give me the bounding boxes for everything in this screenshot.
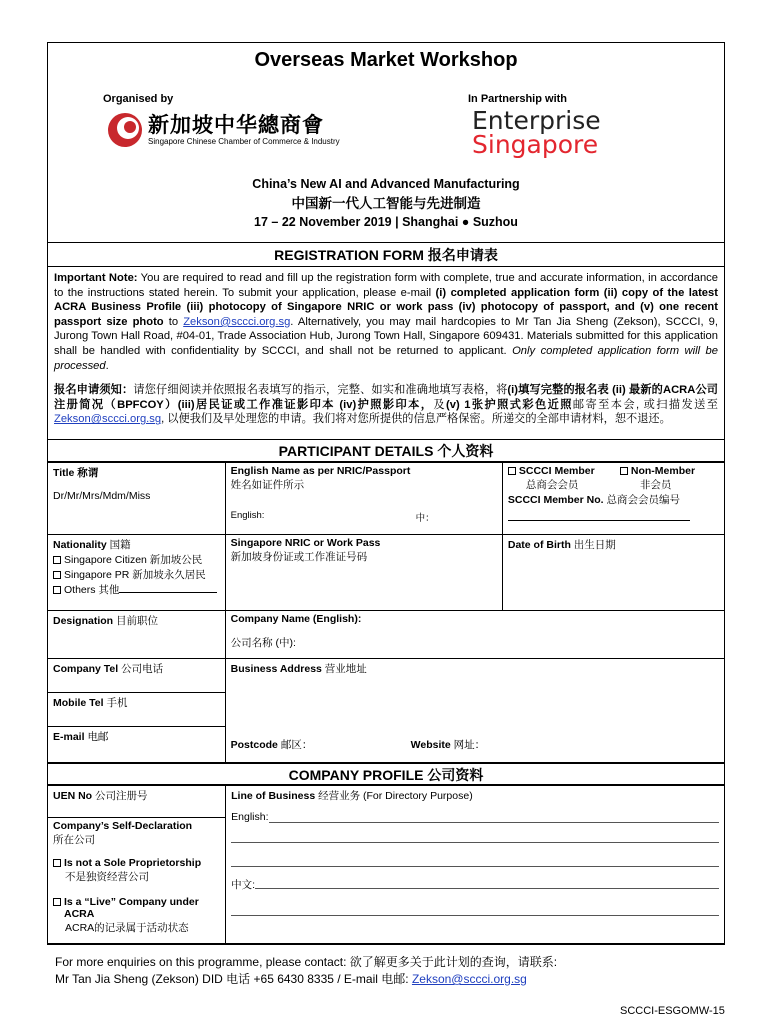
dob-cell[interactable] <box>502 534 724 610</box>
partnership-label: In Partnership with <box>468 93 568 105</box>
website-label: Website <box>410 738 451 751</box>
company-tel-cell[interactable] <box>48 658 225 692</box>
business-address-cn: 营业地址 <box>324 662 367 675</box>
nric-label: Singapore NRIC or Work Pass <box>230 536 381 549</box>
citizen-label: Singapore Citizen 新加坡公民 <box>64 553 203 566</box>
designation-label: Designation <box>53 614 114 627</box>
note-chinese <box>54 383 718 427</box>
footer-line-2: Mr Tan Jia Sheng (Zekson) DID 电话 +65 6430 8335 / E-mail 电邮: <box>55 972 412 986</box>
designation-cn: 目前职位 <box>116 614 159 627</box>
company-name-label: Company Name (English): <box>230 612 362 625</box>
company-tel-label: Company Tel <box>53 662 119 675</box>
note-cn-text-4: , 以便我们及早处理您的申请。我们将对您所提供的信息严格保密。所递交的全部申请材料，恕不退还。 <box>161 413 671 426</box>
dob-cn: 出生日期 <box>573 538 616 551</box>
postcode-cn: 邮区： <box>280 738 313 751</box>
company-table <box>48 785 724 944</box>
form-header <box>48 43 724 243</box>
lob-line-5[interactable] <box>231 900 719 916</box>
sccci-chinese-name: 新加坡中华總商會 <box>148 112 324 137</box>
mobile-label: Mobile Tel <box>53 696 104 709</box>
website-cn: 网址： <box>453 738 486 751</box>
important-note <box>48 267 724 440</box>
participant-table <box>48 462 724 763</box>
pr-label: Singapore PR 新加坡永久居民 <box>64 568 206 581</box>
nationality-label: Nationality <box>53 538 107 551</box>
note-text-3: . Alternatively, you may mail hardcopies to Mr Tan Jia Sheng (Zekson), SCCCI, 9, Jurong Town Hall Road, #04-01, Trade Association Hub, Jurong Town Hall, Singapore 609431. Materials submitted for this application shall be handled with confidentiality by SCCCI, and shall not be returned to applicant. <box>54 315 719 357</box>
lob-chinese-label: 中文: <box>231 878 256 891</box>
sccci-logo <box>106 111 340 149</box>
event-title-english: China’s New AI and Advanced Manufacturing <box>252 177 520 191</box>
dob-label: Date of Birth <box>507 538 571 551</box>
note-end: . <box>105 359 109 372</box>
designation-cell[interactable] <box>48 610 225 658</box>
company-tel-cn: 公司电话 <box>121 662 164 675</box>
page-title: Overseas Market Workshop <box>254 49 518 71</box>
note-english <box>54 271 718 373</box>
note-label: Important Note: <box>54 272 138 284</box>
name-english-label: English: <box>230 509 265 521</box>
note-cn-email-link[interactable]: Zekson@sccci.org.sg <box>54 413 162 426</box>
line-of-business-cell[interactable] <box>226 785 724 943</box>
live-company-cn: ACRA的记录属于活动状态 <box>65 921 189 934</box>
name-cn-label: 姓名如证件所示 <box>230 478 305 491</box>
nric-cell[interactable] <box>225 534 502 610</box>
member-label: SCCCI Member <box>518 464 595 477</box>
member-no-field[interactable] <box>508 507 690 521</box>
mobile-cn: 手机 <box>106 696 128 709</box>
note-cn-text-2: 及 <box>433 398 447 411</box>
note-email-link[interactable]: Zekson@sccci.org.sg <box>183 315 291 328</box>
event-title-chinese: 中国新一代人工智能与先进制造 <box>291 196 481 211</box>
self-declaration-cn: 所在公司 <box>53 833 95 846</box>
self-declaration-label: Company’s Self-Declaration <box>53 819 193 832</box>
nric-cn: 新加坡身份证或工作准证号码 <box>230 550 368 563</box>
name-chinese-label: 中： <box>415 512 435 524</box>
uen-cell[interactable] <box>48 785 226 817</box>
email-label: E-mail <box>53 730 85 743</box>
footer-contact <box>55 954 557 988</box>
non-member-label: Non-Member <box>630 464 696 477</box>
company-name-cn: 公司名称 (中): <box>230 636 296 649</box>
es-logo-line1: Enterprise <box>472 106 601 135</box>
member-checkbox[interactable] <box>508 467 516 475</box>
name-cell[interactable] <box>225 462 502 534</box>
live-company-checkbox[interactable] <box>53 898 61 906</box>
member-no-label: SCCCI Member No. <box>507 493 604 506</box>
note-text-2: to <box>163 315 184 328</box>
title-options: Dr/Mr/Mrs/Mdm/Miss <box>53 489 151 502</box>
title-label: Title 称谓 <box>53 466 99 479</box>
citizen-checkbox[interactable] <box>53 556 61 564</box>
uen-label: UEN No <box>53 789 93 802</box>
note-cn-photo: (v) 1张护照式彩色近照 <box>446 398 573 411</box>
sole-prop-label: Is not a Sole Proprietorship <box>64 856 202 869</box>
self-declaration-cell <box>48 817 226 943</box>
business-address-cell[interactable] <box>225 658 724 762</box>
sole-prop-cn: 不是独资经营公司 <box>65 870 149 883</box>
uen-cn: 公司注册号 <box>95 789 148 802</box>
form-frame <box>47 42 725 945</box>
lob-line-2[interactable] <box>231 827 719 843</box>
live-company-label: Is a “Live” Company under ACRA <box>64 895 199 920</box>
company-name-cell[interactable] <box>225 610 724 658</box>
note-cn-label: 报名申请须知： <box>54 384 134 397</box>
member-no-cn: 总商会会员编号 <box>606 493 680 506</box>
lob-line-3[interactable] <box>231 851 719 867</box>
event-info <box>48 175 724 232</box>
note-text-1: You are required to read and fill up the registration form with complete, true and accurate information, in accordance to the instructions stated herein. To submit your application, please e-mail <box>54 272 718 299</box>
lob-label: Line of Business <box>231 789 316 802</box>
membership-cell <box>502 462 724 534</box>
sccci-emblem-icon <box>106 111 144 149</box>
note-cn-text-1: 请您仔细阅读并依照报名表填写的指示，完整、如实和准确地填写表格，将 <box>133 384 508 397</box>
registration-form-title: REGISTRATION FORM 报名申请表 <box>48 243 724 267</box>
others-field[interactable] <box>119 583 217 593</box>
footer-email-link[interactable]: Zekson@sccci.org.sg <box>411 972 527 986</box>
company-profile-title: COMPANY PROFILE 公司资料 <box>48 763 724 785</box>
enterprise-singapore-logo <box>472 106 601 159</box>
member-cn-label: 总商会会员 <box>525 478 579 491</box>
title-cell[interactable] <box>48 462 225 534</box>
organised-by-label: Organised by <box>103 93 174 105</box>
event-date: 17 – 22 November 2019 | Shanghai ● Suzhou <box>254 215 518 229</box>
lob-cn: 经营业务 (For Directory Purpose) <box>318 789 473 802</box>
business-address-label: Business Address <box>230 662 322 675</box>
footer-line-1: For more enquiries on this programme, please contact: 欲了解更多关于此计划的查询，请联系: <box>55 955 558 969</box>
name-label: English Name as per NRIC/Passport <box>230 464 411 477</box>
nationality-cn: 国籍 <box>109 538 131 551</box>
es-logo-line2: Singapore <box>472 130 599 159</box>
non-member-cn-label: 非会员 <box>639 478 672 491</box>
participant-details-title: PARTICIPANT DETAILS 个人资料 <box>48 440 724 462</box>
sccci-english-name: Singapore Chinese Chamber of Commerce & Industry <box>148 137 340 146</box>
note-required-docs: (i) completed application form (ii) copy of the latest ACRA Business Profile (iii) photocopy of Singapore NRIC or work pass (iv) photocopy of passport, and (v) one recent passport size photo <box>54 286 718 328</box>
note-cn-docs: (i)填写完整的报名表 (ii) 最新的ACRA公司注册简况（BPFCOY）(iii)居民证或工作准证影印本 (iv)护照影印本， <box>54 384 718 411</box>
others-checkbox[interactable] <box>53 586 61 594</box>
pr-checkbox[interactable] <box>53 571 61 579</box>
lob-english-field[interactable] <box>269 811 720 823</box>
email-cell[interactable] <box>48 726 225 762</box>
note-cn-text-3: 邮寄至本会, 或扫描发送至 <box>572 398 718 411</box>
document-code: SCCCI-ESGOMW-15 <box>620 1005 725 1017</box>
others-label: Others 其他 <box>64 583 120 596</box>
non-member-checkbox[interactable] <box>620 467 628 475</box>
postcode-label: Postcode <box>230 738 278 751</box>
note-italic: Only completed application form will be processed <box>54 344 718 372</box>
sole-prop-checkbox[interactable] <box>53 859 61 867</box>
lob-english-label: English: <box>231 810 269 823</box>
email-cn: 电邮 <box>87 730 109 743</box>
lob-chinese-field[interactable] <box>255 877 719 889</box>
nationality-cell <box>48 534 225 610</box>
mobile-cell[interactable] <box>48 692 225 726</box>
